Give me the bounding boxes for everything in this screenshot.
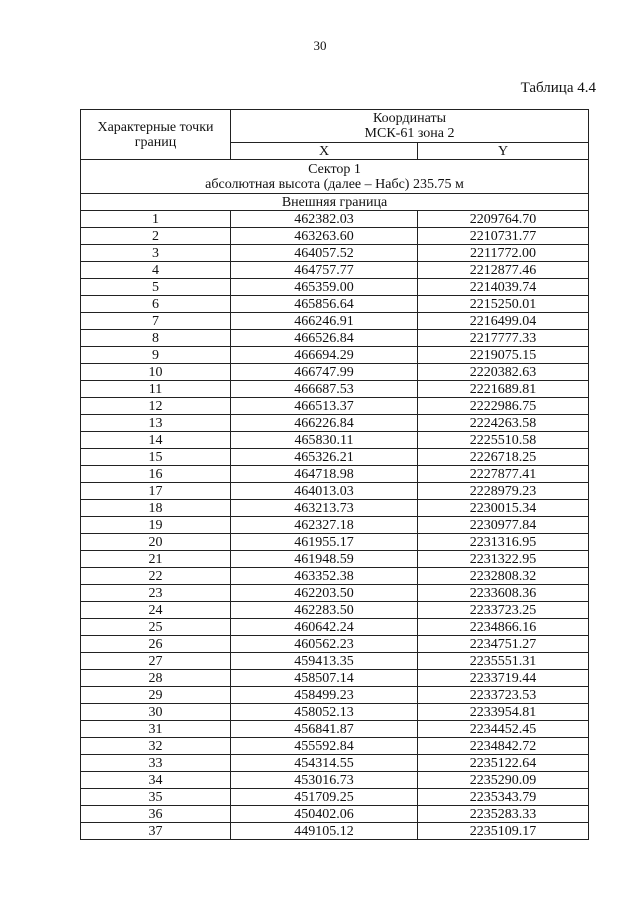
y-coordinate-cell: 2220382.63 <box>418 364 589 381</box>
point-number-cell: 37 <box>81 823 231 840</box>
y-coordinate-cell: 2235551.31 <box>418 653 589 670</box>
table-row <box>81 687 589 704</box>
y-coordinate-cell: 2234751.27 <box>418 636 589 653</box>
x-coordinate-cell: 455592.84 <box>231 738 418 755</box>
table-row <box>81 636 589 653</box>
table-row <box>81 772 589 789</box>
y-coordinate-cell: 2234866.16 <box>418 619 589 636</box>
x-coordinate-cell: 466513.37 <box>231 398 418 415</box>
table-row <box>81 483 589 500</box>
table-row <box>81 517 589 534</box>
table-row <box>81 738 589 755</box>
point-number-cell: 25 <box>81 619 231 636</box>
table-row <box>81 449 589 466</box>
table-row <box>81 619 589 636</box>
boundary-row <box>81 194 589 211</box>
y-coordinate-cell: 2221689.81 <box>418 381 589 398</box>
y-coordinate-cell: 2219075.15 <box>418 347 589 364</box>
table-row <box>81 585 589 602</box>
x-coordinate-cell: 458052.13 <box>231 704 418 721</box>
x-coordinate-cell: 464013.03 <box>231 483 418 500</box>
table-row <box>81 279 589 296</box>
x-coordinate-cell: 466747.99 <box>231 364 418 381</box>
y-coordinate-cell: 2231322.95 <box>418 551 589 568</box>
point-number-cell: 14 <box>81 432 231 449</box>
points-header-line1: Характерные точки <box>97 119 214 135</box>
point-number-cell: 36 <box>81 806 231 823</box>
header-row <box>81 110 589 143</box>
y-coordinate-cell: 2212877.46 <box>418 262 589 279</box>
y-coordinate-cell: 2230015.34 <box>418 500 589 517</box>
x-coordinate-cell: 453016.73 <box>231 772 418 789</box>
point-number-cell: 16 <box>81 466 231 483</box>
point-number-cell: 24 <box>81 602 231 619</box>
point-number-cell: 8 <box>81 330 231 347</box>
point-number-cell: 32 <box>81 738 231 755</box>
point-number-cell: 10 <box>81 364 231 381</box>
table-row <box>81 211 589 228</box>
x-coordinate-cell: 458499.23 <box>231 687 418 704</box>
x-coordinate-cell: 466226.84 <box>231 415 418 432</box>
table-row <box>81 721 589 738</box>
y-coordinate-cell: 2214039.74 <box>418 279 589 296</box>
y-coordinate-cell: 2224263.58 <box>418 415 589 432</box>
x-coordinate-cell: 463263.60 <box>231 228 418 245</box>
x-coordinate-cell: 465359.00 <box>231 279 418 296</box>
table-row <box>81 313 589 330</box>
table-row <box>81 653 589 670</box>
x-coordinate-cell: 449105.12 <box>231 823 418 840</box>
y-coordinate-cell: 2217777.33 <box>418 330 589 347</box>
y-coordinate-cell: 2232808.32 <box>418 568 589 585</box>
x-coordinate-cell: 464057.52 <box>231 245 418 262</box>
x-coordinate-cell: 465830.11 <box>231 432 418 449</box>
point-number-cell: 6 <box>81 296 231 313</box>
table-row <box>81 789 589 806</box>
table-row <box>81 466 589 483</box>
y-coordinate-cell: 2233954.81 <box>418 704 589 721</box>
point-number-cell: 23 <box>81 585 231 602</box>
point-number-cell: 20 <box>81 534 231 551</box>
table-row <box>81 602 589 619</box>
y-coordinate-cell: 2235283.33 <box>418 806 589 823</box>
y-coordinate-cell: 2222986.75 <box>418 398 589 415</box>
point-number-cell: 13 <box>81 415 231 432</box>
y-coordinate-cell: 2235290.09 <box>418 772 589 789</box>
point-number-cell: 30 <box>81 704 231 721</box>
y-coordinate-cell: 2233723.53 <box>418 687 589 704</box>
x-coordinate-cell: 460642.24 <box>231 619 418 636</box>
point-number-cell: 9 <box>81 347 231 364</box>
point-number-cell: 31 <box>81 721 231 738</box>
x-coordinate-cell: 463213.73 <box>231 500 418 517</box>
table-row <box>81 432 589 449</box>
point-number-cell: 33 <box>81 755 231 772</box>
x-coordinate-cell: 454314.55 <box>231 755 418 772</box>
table-row <box>81 347 589 364</box>
table-row <box>81 381 589 398</box>
coordinates-table <box>80 109 589 840</box>
x-coordinate-cell: 462283.50 <box>231 602 418 619</box>
x-coordinate-cell: 460562.23 <box>231 636 418 653</box>
x-coordinate-cell: 466526.84 <box>231 330 418 347</box>
x-coordinate-cell: 466694.29 <box>231 347 418 364</box>
x-coordinate-cell: 462382.03 <box>231 211 418 228</box>
point-number-cell: 3 <box>81 245 231 262</box>
table-row <box>81 806 589 823</box>
x-coordinate-cell: 463352.38 <box>231 568 418 585</box>
y-coordinate-cell: 2227877.41 <box>418 466 589 483</box>
y-coordinate-cell: 2233719.44 <box>418 670 589 687</box>
point-number-cell: 27 <box>81 653 231 670</box>
point-number-cell: 19 <box>81 517 231 534</box>
table-row <box>81 296 589 313</box>
sector-row <box>81 160 589 194</box>
y-coordinate-cell: 2211772.00 <box>418 245 589 262</box>
sector-altitude: абсолютная высота (далее – Набс) 235.75 м <box>205 177 464 192</box>
x-coordinate-cell: 464718.98 <box>231 466 418 483</box>
table-row <box>81 415 589 432</box>
x-coordinate-cell: 464757.77 <box>231 262 418 279</box>
sector-title: Сектор 1 <box>308 162 361 177</box>
y-coordinate-cell: 2233608.36 <box>418 585 589 602</box>
table-caption: Таблица 4.4 <box>520 80 596 96</box>
point-number-cell: 34 <box>81 772 231 789</box>
point-number-cell: 18 <box>81 500 231 517</box>
y-coordinate-cell: 2231316.95 <box>418 534 589 551</box>
x-coordinate-cell: 465326.21 <box>231 449 418 466</box>
x-coordinate-cell: 458507.14 <box>231 670 418 687</box>
y-coordinate-cell: 2234842.72 <box>418 738 589 755</box>
y-coordinate-cell: 2235109.17 <box>418 823 589 840</box>
point-number-cell: 22 <box>81 568 231 585</box>
table-row <box>81 568 589 585</box>
sector-cell <box>81 160 589 194</box>
points-header-line2: границ <box>134 134 177 150</box>
points-header <box>81 110 231 160</box>
table-row <box>81 330 589 347</box>
y-coordinate-cell: 2228979.23 <box>418 483 589 500</box>
x-column-header: X <box>231 143 418 160</box>
y-coordinate-cell: 2233723.25 <box>418 602 589 619</box>
coordinates-header <box>231 110 589 143</box>
coordinates-header-line1: Координаты <box>373 111 446 126</box>
table-row <box>81 670 589 687</box>
y-coordinate-cell: 2210731.77 <box>418 228 589 245</box>
y-coordinate-cell: 2215250.01 <box>418 296 589 313</box>
x-coordinate-cell: 466246.91 <box>231 313 418 330</box>
y-coordinate-cell: 2209764.70 <box>418 211 589 228</box>
point-number-cell: 5 <box>81 279 231 296</box>
table-row <box>81 398 589 415</box>
point-number-cell: 1 <box>81 211 231 228</box>
point-number-cell: 15 <box>81 449 231 466</box>
table-row <box>81 823 589 840</box>
table-row <box>81 364 589 381</box>
point-number-cell: 29 <box>81 687 231 704</box>
point-number-cell: 2 <box>81 228 231 245</box>
x-coordinate-cell: 451709.25 <box>231 789 418 806</box>
x-coordinate-cell: 462203.50 <box>231 585 418 602</box>
y-coordinate-cell: 2226718.25 <box>418 449 589 466</box>
y-coordinate-cell: 2234452.45 <box>418 721 589 738</box>
x-coordinate-cell: 456841.87 <box>231 721 418 738</box>
table-body <box>81 110 589 840</box>
x-coordinate-cell: 461948.59 <box>231 551 418 568</box>
x-coordinate-cell: 466687.53 <box>231 381 418 398</box>
table-row <box>81 500 589 517</box>
y-coordinate-cell: 2235343.79 <box>418 789 589 806</box>
x-coordinate-cell: 459413.35 <box>231 653 418 670</box>
point-number-cell: 21 <box>81 551 231 568</box>
page-number: 30 <box>313 38 327 53</box>
point-number-cell: 26 <box>81 636 231 653</box>
table-row <box>81 245 589 262</box>
y-coordinate-cell: 2216499.04 <box>418 313 589 330</box>
x-coordinate-cell: 462327.18 <box>231 517 418 534</box>
x-coordinate-cell: 461955.17 <box>231 534 418 551</box>
point-number-cell: 11 <box>81 381 231 398</box>
point-number-cell: 12 <box>81 398 231 415</box>
y-coordinate-cell: 2230977.84 <box>418 517 589 534</box>
table-row <box>81 551 589 568</box>
point-number-cell: 7 <box>81 313 231 330</box>
y-coordinate-cell: 2225510.58 <box>418 432 589 449</box>
boundary-label: Внешняя граница <box>81 194 589 211</box>
table-row <box>81 228 589 245</box>
y-coordinate-cell: 2235122.64 <box>418 755 589 772</box>
point-number-cell: 4 <box>81 262 231 279</box>
table-row <box>81 755 589 772</box>
point-number-cell: 17 <box>81 483 231 500</box>
point-number-cell: 35 <box>81 789 231 806</box>
point-number-cell: 28 <box>81 670 231 687</box>
table-row <box>81 704 589 721</box>
table-row <box>81 262 589 279</box>
y-column-header: Y <box>418 143 589 160</box>
table-row <box>81 534 589 551</box>
coordinates-header-line2: МСК-61 зона 2 <box>364 126 455 141</box>
x-coordinate-cell: 465856.64 <box>231 296 418 313</box>
x-coordinate-cell: 450402.06 <box>231 806 418 823</box>
